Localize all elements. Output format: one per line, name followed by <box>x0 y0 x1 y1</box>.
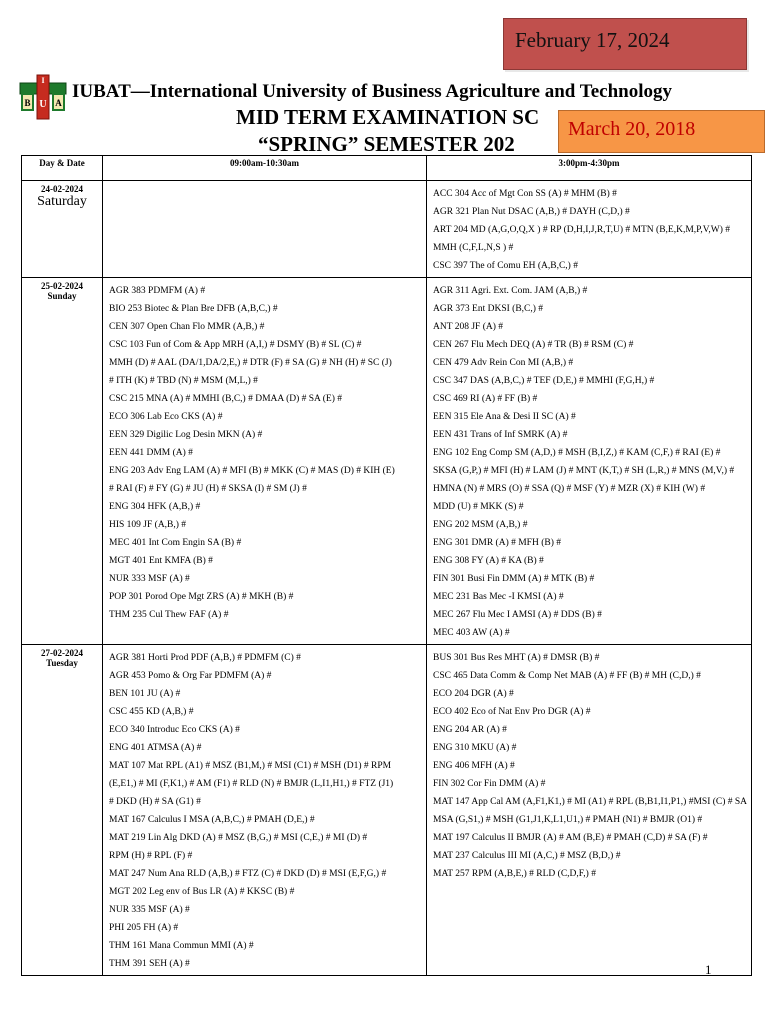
morning-cell <box>103 278 427 645</box>
exam-entry: MEC 401 Int Com Engin SA (B) # <box>109 538 242 548</box>
date-stamp-overlay-text: March 20, 2018 <box>568 118 696 140</box>
table-row <box>22 278 752 645</box>
exam-entry: MEC 267 Flu Mec I AMSI (A) # DDS (B) # <box>433 610 602 620</box>
morning-list <box>103 645 426 975</box>
exam-entry: RPM (H) # RPL (F) # <box>109 851 193 861</box>
exam-entry: THM 235 Cul Thew FAF (A) # <box>109 610 229 620</box>
exam-entry: AGR 321 Plan Nut DSAC (A,B,) # DAYH (C,D,) # <box>433 207 630 217</box>
exam-entry: MAT 167 Calculus I MSA (A,B,C,) # PMAH (D,E,) # <box>109 815 315 825</box>
iubat-logo <box>17 74 69 120</box>
exam-entry: ENG 203 Adv Eng LAM (A) # MFI (B) # MKK (C) # MAS (D) # KIH (E) <box>109 466 395 476</box>
afternoon-cell <box>427 278 752 645</box>
morning-list <box>103 181 426 187</box>
exam-entry: NUR 333 MSF (A) # <box>109 574 190 584</box>
exam-entry: AGR 373 Ent DKSI (B,C,) # <box>433 304 544 314</box>
table-header-row <box>22 156 752 181</box>
exam-entry: CEN 307 Open Chan Flo MMR (A,B,) # <box>109 322 265 332</box>
afternoon-list <box>427 645 751 885</box>
exam-entry: MAT 257 RPM (A,B,E,) # RLD (C,D,F,) # <box>433 869 596 879</box>
exam-entry: THM 391 SEH (A) # <box>109 959 190 969</box>
exam-entry: MSA (G,S1,) # MSH (G1,J1,K,L1,U1,) # PMAH (N1) # BMJR (O1) # <box>433 815 703 825</box>
morning-cell <box>103 181 427 278</box>
exam-entry: # RAI (F) # FY (G) # JU (H) # SKSA (I) # SM (J) # <box>109 484 307 494</box>
exam-entry: HIS 109 JF (A,B,) # <box>109 520 187 530</box>
exam-entry: ANT 208 JF (A) # <box>433 322 504 332</box>
exam-entry: MAT 197 Calculus II BMJR (A) # AM (B,E) # PMAH (C,D) # SA (F) # <box>433 833 708 843</box>
exam-entry: MEC 403 AW (A) # <box>433 628 510 638</box>
exam-entry: AGR 311 Agri. Ext. Com. JAM (A,B,) # <box>433 286 588 296</box>
exam-entry: CSC 215 MNA (A) # MMHI (B,C,) # DMAA (D) # SA (E) # <box>109 394 343 404</box>
exam-entry: ENG 301 DMR (A) # MFH (B) # <box>433 538 561 548</box>
exam-entry: BEN 101 JU (A) # <box>109 689 181 699</box>
exam-entry: CSC 397 The of Comu EH (A,B,C,) # <box>433 261 578 271</box>
exam-entry: ENG 310 MKU (A) # <box>433 743 517 753</box>
logo-letter-b: B <box>24 98 31 108</box>
exam-entry: SKSA (G,P,) # MFI (H) # LAM (J) # MNT (K,T,) # SH (L,R,) # MNS (M,V,) # <box>433 466 735 476</box>
exam-entry: NUR 335 MSF (A) # <box>109 905 190 915</box>
exam-entry: MEC 231 Bas Mec -I KMSI (A) # <box>433 592 564 602</box>
exam-entry: CSC 103 Fun of Com & App MRH (A,I,) # DSMY (B) # SL (C) # <box>109 340 362 350</box>
exam-entry: ENG 102 Eng Comp SM (A,D,) # MSH (B,I,Z,) # KAM (C,F,) # RAI (E) # <box>433 448 721 458</box>
exam-entry: CSC 465 Data Comm & Comp Net MAB (A) # FF (B) # MH (C,D,) # <box>433 671 701 681</box>
exam-entry: MMH (C,F,L,N,S ) # <box>433 243 514 253</box>
day-cell <box>22 278 103 645</box>
afternoon-list <box>427 181 751 277</box>
exam-entry: EEN 329 Digilic Log Desin MKN (A) # <box>109 430 263 440</box>
header-morning-slot: 09:00am-10:30am <box>103 156 427 181</box>
exam-entry: ENG 308 FY (A) # KA (B) # <box>433 556 544 566</box>
exam-entry: MDD (U) # MKK (S) # <box>433 502 524 512</box>
exam-entry: BIO 253 Biotec & Plan Bre DFB (A,B,C,) # <box>109 304 278 314</box>
date-stamp-overlay <box>558 110 765 153</box>
day-cell <box>22 181 103 278</box>
exam-entry: HMNA (N) # MRS (O) # SSA (Q) # MSF (Y) # MZR (X) # KIH (W) # <box>433 484 706 494</box>
exam-entry: MAT 247 Num Ana RLD (A,B,) # FTZ (C) # DKD (D) # MSI (E,F,G,) # <box>109 869 387 879</box>
exam-entry: ENG 304 HFK (A,B,) # <box>109 502 201 512</box>
exam-entry: ACC 304 Acc of Mgt Con SS (A) # MHM (B) # <box>433 189 617 199</box>
exam-entry: MAT 107 Mat RPL (A1) # MSZ (B1,M,) # MSI (C1) # MSH (D1) # RPM <box>109 761 392 771</box>
exam-date: 27-02-2024 <box>41 648 83 658</box>
exam-entry: AGR 381 Horti Prod PDF (A,B,) # PDMFM (C) # <box>109 653 301 663</box>
exam-entry: ECO 306 Lab Eco CKS (A) # <box>109 412 223 422</box>
date-stamp-top <box>503 18 747 70</box>
exam-entry: ENG 204 AR (A) # <box>433 725 507 735</box>
exam-date: 24-02-2024 <box>41 184 83 194</box>
exam-entry: ENG 401 ATMSA (A) # <box>109 743 202 753</box>
exam-entry: CSC 455 KD (A,B,) # <box>109 707 194 717</box>
exam-entry: FIN 302 Cor Fin DMM (A) # <box>433 779 546 789</box>
exam-entry: FIN 301 Busi Fin DMM (A) # MTK (B) # <box>433 574 595 584</box>
exam-entry: ECO 340 Introduc Eco CKS (A) # <box>109 725 240 735</box>
exam-entry: BUS 301 Bus Res MHT (A) # DMSR (B) # <box>433 653 600 663</box>
exam-entry: # DKD (H) # SA (G1) # <box>109 797 201 807</box>
exam-entry: EEN 315 Ele Ana & Desi II SC (A) # <box>433 412 576 422</box>
afternoon-cell <box>427 645 752 976</box>
logo-letter-a: A <box>55 98 62 108</box>
exam-entry: EEN 441 DMM (A) # <box>109 448 193 458</box>
exam-entry: AGR 453 Pomo & Org Far PDMFM (A) # <box>109 671 272 681</box>
exam-entry: MAT 219 Lin Alg DKD (A) # MSZ (B,G,) # MSI (C,E,) # MI (D) # <box>109 833 368 843</box>
logo-letter-i: I <box>41 76 45 85</box>
exam-entry: ECO 204 DGR (A) # <box>433 689 514 699</box>
exam-entry: CEN 267 Flu Mech DEQ (A) # TR (B) # RSM (C) # <box>433 340 634 350</box>
exam-entry: (E,E1,) # MI (F,K1,) # AM (F1) # RLD (N) # BMJR (L,I1,H1,) # FTZ (J1) <box>109 779 394 789</box>
exam-day: Tuesday <box>46 658 78 668</box>
afternoon-cell <box>427 181 752 278</box>
exam-entry: MGT 401 Ent KMFA (B) # <box>109 556 213 566</box>
day-cell <box>22 645 103 976</box>
afternoon-list <box>427 278 751 644</box>
exam-date: 25-02-2024 <box>41 281 83 291</box>
date-stamp-top-text: February 17, 2024 <box>515 28 670 52</box>
header-afternoon-slot: 3:00pm-4:30pm <box>427 156 752 181</box>
exam-entry: CSC 469 RI (A) # FF (B) # <box>433 394 538 404</box>
exam-schedule-table <box>21 155 752 976</box>
exam-entry: MAT 237 Calculus III MI (A,C,) # MSZ (B,D,) # <box>433 851 621 861</box>
exam-title: MID TERM EXAMINATION SC <box>236 105 540 129</box>
exam-entry: THM 161 Mana Commun MMI (A) # <box>109 941 254 951</box>
logo-letter-u: U <box>39 99 47 110</box>
exam-entry: EEN 431 Trans of Inf SMRK (A) # <box>433 430 568 440</box>
exam-entry: PHI 205 FH (A) # <box>109 923 179 933</box>
page-number: 1 <box>705 962 712 977</box>
exam-entry: ENG 202 MSM (A,B,) # <box>433 520 528 530</box>
exam-entry: MMH (D) # AAL (DA/1,DA/2,E,) # DTR (F) # SA (G) # NH (H) # SC (J) <box>109 358 392 368</box>
exam-day: Sunday <box>47 291 77 301</box>
morning-list <box>103 278 426 626</box>
exam-day: Saturday <box>37 194 87 209</box>
exam-entry: # ITH (K) # TBD (N) # MSM (M,L,) # <box>109 376 258 386</box>
table-row <box>22 645 752 976</box>
university-name: IUBAT—International University of Business Agriculture and Technology <box>72 81 672 102</box>
exam-entry: ART 204 MD (A,G,O,Q,X ) # RP (D,H,I,J,R,T,U) # MTN (B,E,K,M,P,V,W) # <box>433 225 731 235</box>
table-row <box>22 181 752 278</box>
exam-entry: CEN 479 Adv Rein Con MI (A,B,) # <box>433 358 574 368</box>
exam-entry: CSC 347 DAS (A,B,C,) # TEF (D,E,) # MMHI (F,G,H,) # <box>433 376 655 386</box>
exam-entry: ENG 406 MFH (A) # <box>433 761 515 771</box>
exam-entry: MAT 147 App Cal AM (A,F1,K1,) # MI (A1) # RPL (B,B1,I1,P1,) #MSI (C) # SA <box>433 797 748 807</box>
header-day-date: Day & Date <box>22 156 103 181</box>
morning-cell <box>103 645 427 976</box>
exam-entry: AGR 383 PDMFM (A) # <box>109 286 206 296</box>
exam-entry: ECO 402 Eco of Nat Env Pro DGR (A) # <box>433 707 591 717</box>
exam-entry: MGT 202 Leg env of Bus LR (A) # KKSC (B) # <box>109 887 295 897</box>
exam-entry: POP 301 Porod Ope Mgt ZRS (A) # MKH (B) # <box>109 592 294 602</box>
semester-title: “SPRING” SEMESTER 202 <box>258 132 515 156</box>
